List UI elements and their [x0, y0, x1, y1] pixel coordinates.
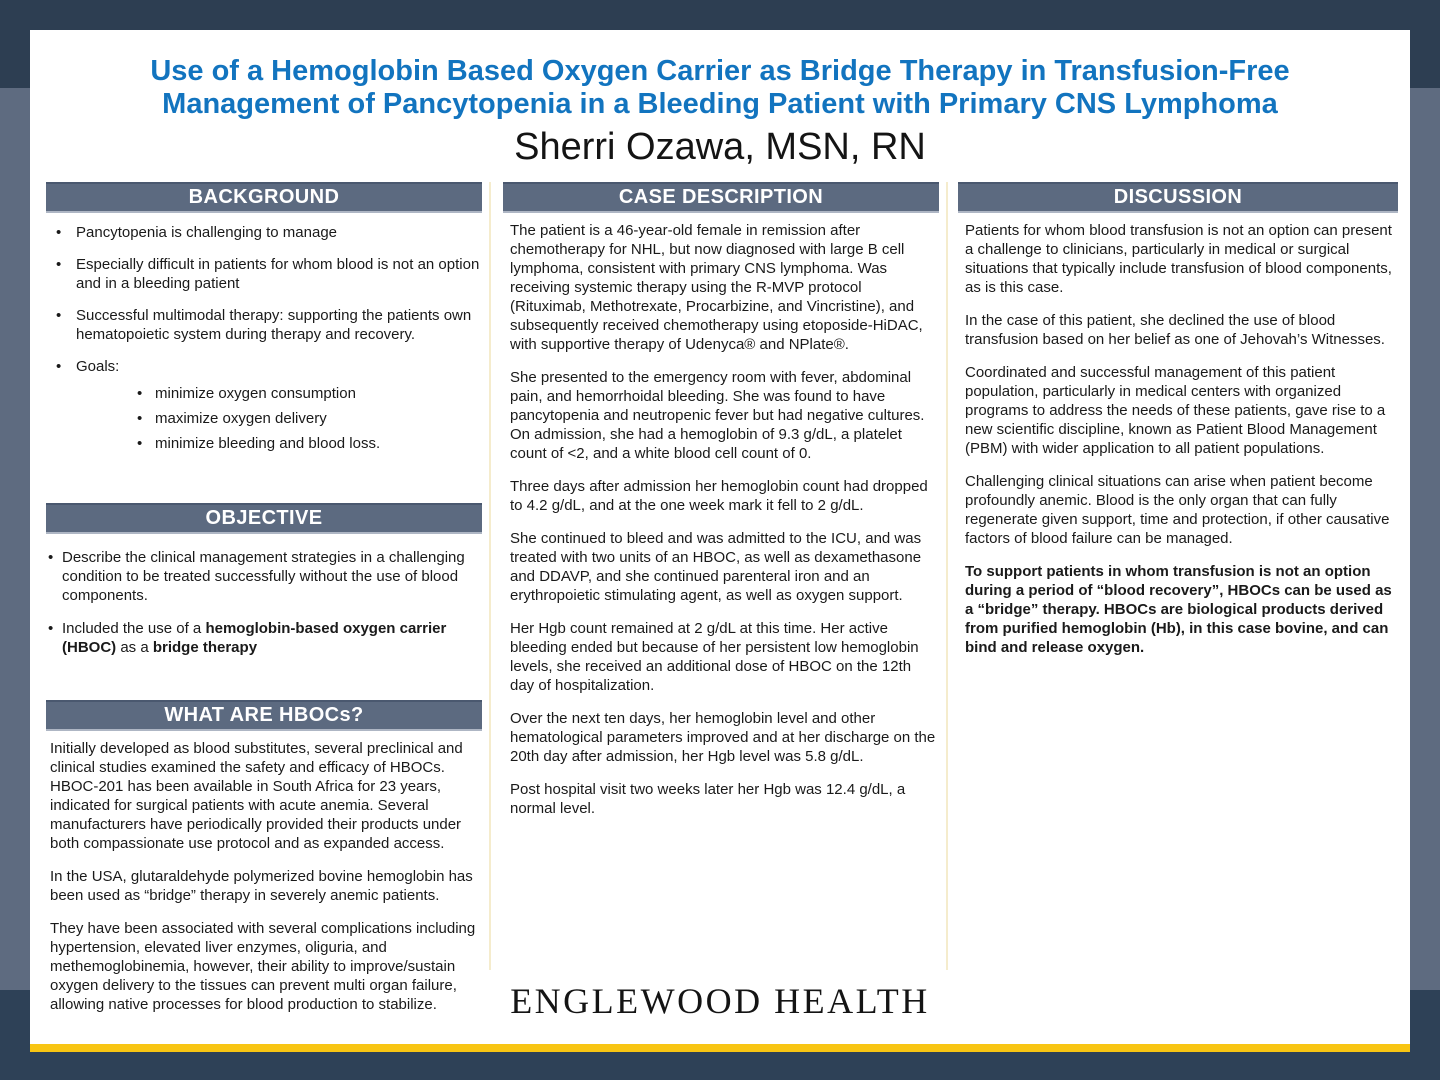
column-divider-left: [489, 182, 491, 970]
background-bullet-goals: [46, 357, 482, 453]
discussion-paragraph: Patients for whom blood transfusion is not an option can present a challenge to clinicians, particularly in medical or surgical situations that typically include transfusion of blood components, as is this case.: [965, 222, 1392, 296]
discussion-column: [958, 182, 1398, 671]
what-are-hbocs-body: [46, 731, 482, 1014]
objective-bullet-bold: hemoglobin-based oxygen carrier (HBOC): [62, 620, 447, 656]
objective-bullet-list: [46, 548, 482, 657]
case-paragraph: Post hospital visit two weeks later her Hgb was 12.4 g/dL, a normal level.: [510, 781, 906, 817]
background-bullet: • Successful multimodal therapy: supporting the patients own hematopoietic system during therapy and recovery.: [46, 306, 482, 344]
column-divider-right: [946, 182, 948, 970]
discussion-paragraph: Challenging clinical situations can arise when patient become profoundly anemic. Blood is the only organ that can fully regenerate given support, time and protection, if other causative factors of blood failure can be managed.: [965, 473, 1390, 547]
discussion-section-header: DISCUSSION: [958, 182, 1398, 213]
background-bullet: • Especially difficult in patients for whom blood is not an option and in a bleeding patient: [46, 255, 482, 293]
hbocs-paragraph: They have been associated with several complications including hypertension, elevated liver enzymes, oliguria, and methemoglobinemia, however, their ability to improve/sustain oxygen delivery to the tissues can prevent multi organ failure, allowing native processes for blood production to stabilize.: [50, 920, 476, 1013]
background-bullet-list: [46, 223, 482, 453]
case-description-body: [503, 213, 939, 818]
objective-bullet-bold: bridge therapy: [152, 639, 258, 656]
objective-section-header: OBJECTIVE: [46, 503, 482, 534]
case-description-section-header: CASE DESCRIPTION: [503, 182, 939, 213]
background-section-header: BACKGROUND: [46, 182, 482, 213]
discussion-paragraph: Coordinated and successful management of this patient population, particularly in medical centers with organized programs to address the needs of these patients, gave rise to a new scientific discipline, known as Patient Blood Management (PBM) with wider application to all patient populations.: [965, 364, 1386, 457]
poster-title-line1: Use of a Hemoglobin Based Oxygen Carrier as Bridge Therapy in Transfusion-Free: [150, 55, 1290, 87]
case-paragraph: The patient is a 46-year-old female in remission after chemotherapy for NHL, but now diagnosed with large B cell lymphoma, consistent with primary CNS lymphoma. Was receiving systemic therapy using the R-MVP protocol (Rituximab, Methotrexate, Procarbizine, and Vincristine), and subsequently received chemotherapy using etoposide-HiDAC, with supportive therapy of Udenyca® and NPlate®.: [510, 222, 923, 353]
hbocs-paragraph: Initially developed as blood substitutes, several preclinical and clinical studies examined the safety and efficacy of HBOCs. HBOC-201 has been available in South Africa for 23 years, indicated for surgical patients with acute anemia. Several manufacturers have periodically provided their products under both compassionate use protocol and as expanded access.: [50, 740, 463, 852]
objective-bullet-text: as a: [116, 639, 153, 656]
case-paragraph: Three days after admission her hemoglobin count had dropped to 4.2 g/dL, and at the one week mark it fell to 2 g/dL.: [510, 478, 928, 514]
objective-section: [46, 503, 482, 671]
poster-title: [30, 55, 1410, 121]
goals-label: Goals:: [76, 358, 120, 375]
left-column: [46, 182, 482, 1028]
englewood-health-logo: ENGLEWOOD HEALTH: [510, 981, 930, 1021]
poster-title-line2: Management of Pancytopenia in a Bleeding Patient with Primary CNS Lymphoma: [162, 88, 1278, 120]
goals-sub-list: [76, 384, 482, 453]
hbocs-paragraph: In the USA, glutaraldehyde polymerized bovine hemoglobin has been used as “bridge” therapy in severely anemic patients.: [50, 868, 473, 904]
goal-item: • minimize bleeding and blood loss.: [76, 434, 482, 453]
case-paragraph: She continued to bleed and was admitted to the ICU, and was treated with two units of an HBOC, as well as dexamethasone and DDAVP, and she continued parenteral iron and an erythropoietic stimulating agent, as well as oxygen support.: [510, 530, 922, 604]
poster-canvas: [30, 30, 1410, 1052]
case-paragraph: Her Hgb count remained at 2 g/dL at this time. Her active bleeding ended but because of her persistent low hemoglobin levels, she received an additional dose of HBOC on the 12th day of hospitalization.: [510, 620, 919, 694]
objective-bullet: [46, 619, 482, 657]
what-are-hbocs-section: [46, 700, 482, 1028]
case-description-column: [503, 182, 939, 832]
case-paragraph: She presented to the emergency room with fever, abdominal pain, and hemorrhoidal bleeding. She was found to have pancytopenia and neutropenic fever but had negative cultures. On admission, she had a hemoglobin of 9.3 g/dL, a platelet count of <2, and a white blood cell count of 0.: [510, 369, 925, 462]
discussion-paragraph: In the case of this patient, she declined the use of blood transfusion based on her belief as one of Jehovah’s Witnesses.: [965, 312, 1385, 348]
objective-bullet: • Describe the clinical management strategies in a challenging condition to be treated successfully without the use of blood components.: [46, 548, 482, 605]
background-bullet: • Pancytopenia is challenging to manage: [46, 223, 482, 242]
author-name: Sherri Ozawa, MSN, RN: [514, 126, 926, 168]
discussion-body: [958, 213, 1398, 657]
objective-bullet-text: Included the use of a: [62, 620, 206, 637]
discussion-emphasis-paragraph: To support patients in whom transfusion is not an option during a period of “blood recovery”, HBOCs can be used as a “bridge” therapy. HBOCs are biological products derived from purified hemoglobin (Hb), in this case bovine, and can bind and release oxygen.: [965, 563, 1392, 656]
goal-item: • minimize oxygen consumption: [76, 384, 482, 403]
background-section: [46, 182, 482, 466]
what-are-hbocs-section-header: WHAT ARE HBOCs?: [46, 700, 482, 731]
case-paragraph: Over the next ten days, her hemoglobin level and other hematological parameters improved and at her discharge on the 20th day after admission, her Hgb level was 5.8 g/dL.: [510, 710, 936, 765]
goal-item: • maximize oxygen delivery: [76, 409, 482, 428]
